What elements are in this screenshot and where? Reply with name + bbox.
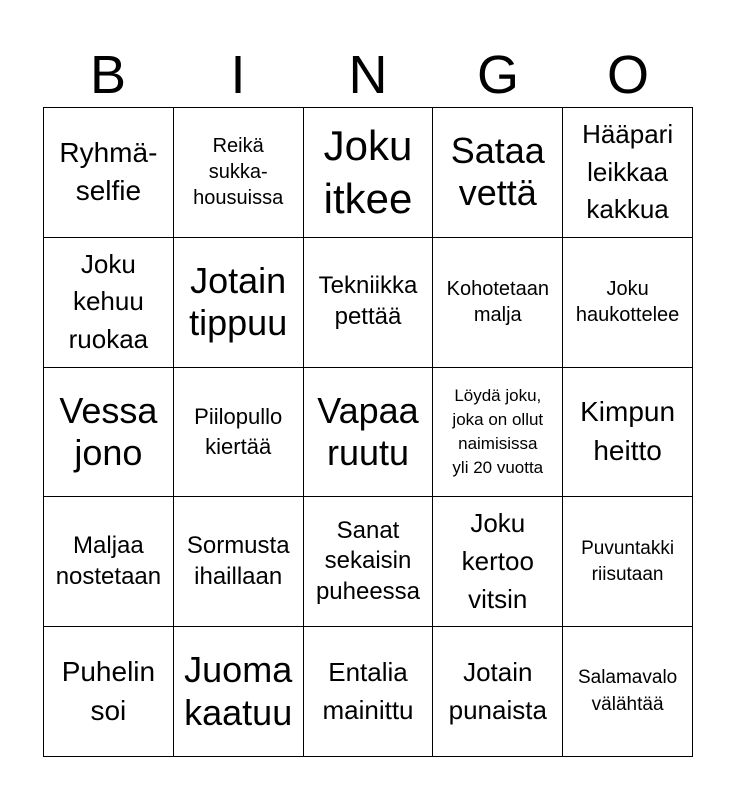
- header-letter-n: N: [348, 45, 388, 105]
- header-letter-i: I: [230, 45, 246, 105]
- bingo-cell[interactable]: Juoma kaatuu: [174, 627, 304, 757]
- bingo-cell[interactable]: Vessa jono: [44, 368, 174, 498]
- bingo-cell[interactable]: Entalia mainittu: [304, 627, 434, 757]
- bingo-cell[interactable]: Sataa vettä: [433, 108, 563, 238]
- bingo-cell[interactable]: Maljaa nostetaan: [44, 497, 174, 627]
- bingo-cell[interactable]: Reikä sukka- housuissa: [174, 108, 304, 238]
- bingo-cell[interactable]: Kimpun heitto: [563, 368, 693, 498]
- bingo-cell[interactable]: Hääpari leikkaa kakkua: [563, 108, 693, 238]
- bingo-cell[interactable]: Sormusta ihaillaan: [174, 497, 304, 627]
- bingo-cell[interactable]: Joku kertoo vitsin: [433, 497, 563, 627]
- header-letter-o: O: [606, 45, 649, 105]
- bingo-header: [43, 44, 693, 106]
- bingo-cell[interactable]: Kohotetaan malja: [433, 238, 563, 368]
- bingo-cell[interactable]: Vapaa ruutu: [304, 368, 434, 498]
- bingo-cell[interactable]: Jotain punaista: [433, 627, 563, 757]
- bingo-cell[interactable]: Sanat sekaisin puheessa: [304, 497, 434, 627]
- bingo-cell[interactable]: Joku itkee: [304, 108, 434, 238]
- bingo-board: [43, 107, 693, 757]
- bingo-cell[interactable]: Joku kehuu ruokaa: [44, 238, 174, 368]
- bingo-cell[interactable]: Jotain tippuu: [174, 238, 304, 368]
- bingo-cell[interactable]: Puhelin soi: [44, 627, 174, 757]
- bingo-cell[interactable]: Joku haukottelee: [563, 238, 693, 368]
- bingo-cell[interactable]: Salamavalo välähtää: [563, 627, 693, 757]
- bingo-cell[interactable]: Puvuntakki riisutaan: [563, 497, 693, 627]
- header-letter-g: G: [476, 45, 519, 105]
- header-letter-b: B: [89, 45, 127, 105]
- bingo-cell[interactable]: Piilopullo kiertää: [174, 368, 304, 498]
- bingo-cell[interactable]: Tekniikka pettää: [304, 238, 434, 368]
- bingo-cell[interactable]: Ryhmä- selfie: [44, 108, 174, 238]
- bingo-cell[interactable]: Löydä joku, joka on ollut naimisissa yli 20 vuotta: [433, 368, 563, 498]
